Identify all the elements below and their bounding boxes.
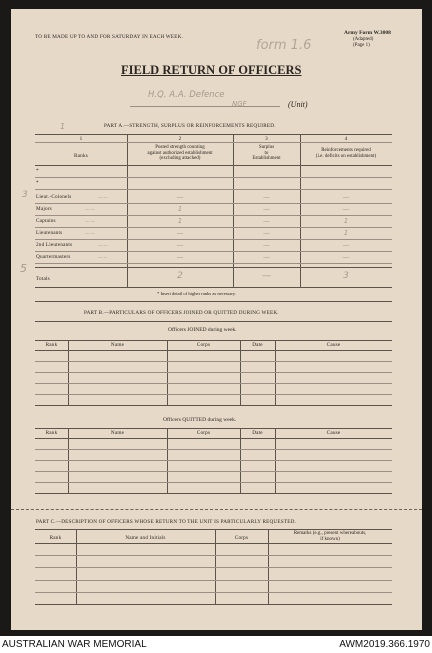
row-rule — [35, 177, 392, 178]
surplus-value: — — [263, 193, 270, 201]
footer-accession: AWM2019.366.1970 — [339, 639, 430, 650]
footer-source: AUSTRALIAN WAR MEMORIAL — [2, 639, 147, 650]
column-header: Cause — [326, 342, 341, 348]
column-header: Cause — [326, 430, 341, 436]
table-row-rule — [35, 482, 392, 483]
remarks-line-1: Remarks (e.g., present whereabouts, — [293, 531, 367, 536]
leader-dashes: — — — [85, 206, 95, 211]
column-header: Rank — [45, 342, 58, 348]
totals-surplus: — — [262, 271, 271, 281]
table-top-rule — [35, 428, 392, 429]
army-form-label: Army Form W.3008 — [344, 30, 391, 36]
surplus-value: — — [263, 229, 270, 237]
reinforcements-value: 1 — [343, 229, 349, 237]
part-c-dashed-rule — [11, 509, 422, 510]
rank-label: Captains — [36, 218, 56, 224]
margin-mark: 1 — [60, 122, 66, 131]
col-number-2: 2 — [178, 136, 182, 142]
unit-line — [130, 106, 280, 107]
rank-label: 2nd Lieutenants — [36, 242, 73, 248]
table-header-rule — [35, 438, 392, 439]
part-a-heading: PART A.—STRENGTH, SURPLUS OR REINFORCEMENTS REQUIRED. — [104, 123, 276, 129]
header-posted: Posted strength counting against authorized establishment (excluding attached) — [147, 145, 213, 162]
rank-label: Lieut.-Colonels — [36, 194, 72, 200]
table-row-rule — [35, 604, 392, 605]
part-b-sub-rule — [35, 321, 392, 322]
posted-value: — — [176, 229, 184, 237]
posted-value: — — [176, 193, 184, 201]
part-a-bottom-rule — [35, 287, 392, 288]
header-ranks: Ranks — [74, 153, 88, 159]
table-row-rule — [35, 449, 392, 450]
leader-dashes: — — — [85, 218, 95, 223]
quitted-title: Officers QUITTED during week. — [163, 417, 237, 423]
posted-value: 1 — [177, 217, 183, 225]
part-b-heading: PART B.—PARTICULARS OF OFFICERS JOINED OR QUITTED DURING WEEK. — [84, 310, 279, 316]
col-number-4: 4 — [344, 136, 348, 142]
reinforcements-value: 1 — [343, 217, 349, 225]
surplus-value: — — [263, 241, 270, 249]
surplus-value: — — [263, 217, 270, 225]
row-rule — [35, 239, 392, 240]
header-bottom-rule — [35, 165, 392, 166]
posted-value: — — [176, 253, 184, 261]
rank-label: Lieutenants — [36, 230, 63, 236]
row-rule — [35, 251, 392, 252]
table-row-rule — [35, 460, 392, 461]
totals-rule — [35, 267, 392, 268]
column-header: Name and Initials — [125, 535, 166, 541]
unit-handwritten: H.Q. A.A. Defence — [148, 90, 225, 100]
col-number-rule — [35, 142, 392, 143]
reinforcements-value: — — [342, 253, 350, 261]
table-row-rule — [35, 493, 392, 494]
remarks-header — [268, 531, 392, 542]
part-a-footnote: * Insert detail of higher ranks as necessary. — [157, 291, 237, 296]
column-header: Rank — [45, 430, 58, 436]
part-b-top-rule — [35, 301, 392, 302]
table-row-rule — [35, 567, 392, 568]
instruction-text: TO BE MADE UP TO AND FOR SATURDAY IN EACH WEEK. — [35, 34, 184, 40]
leader-dashes: — — — [98, 242, 108, 247]
row-rule — [35, 189, 392, 190]
table-row-rule — [35, 394, 392, 395]
page-label: (Page 1) — [353, 43, 370, 48]
table-row-rule — [35, 405, 392, 406]
row-rule — [35, 263, 392, 264]
column-header: Rank — [49, 535, 62, 541]
handwritten-form-number: form 1.6 — [256, 38, 312, 53]
rank-label: * — [36, 168, 39, 174]
column-header: Name — [110, 430, 125, 436]
table-row-rule — [35, 471, 392, 472]
posted-value: — — [176, 241, 184, 249]
unit-handwritten-2: NGF — [232, 100, 247, 108]
part-a-top-rule — [35, 134, 392, 135]
surplus-value: — — [263, 253, 270, 261]
col-number-1: 1 — [79, 136, 83, 142]
column-header: Date — [252, 430, 263, 436]
column-header: Corps — [234, 535, 249, 541]
table-top-rule — [35, 340, 392, 341]
rank-label: Majors — [36, 206, 52, 212]
header-surplus: Surplus to Establishment — [252, 145, 281, 162]
leader-dashes: — — — [98, 194, 108, 199]
leader-dashes: — — — [85, 230, 95, 235]
part-c-heading: PART C.—DESCRIPTION OF OFFICERS WHOSE RETURN TO THE UNIT IS PARTICULARLY REQUESTED. — [36, 519, 297, 525]
totals-posted: 2 — [177, 271, 183, 281]
column-header: Corps — [196, 342, 211, 348]
table-row-rule — [35, 580, 392, 581]
margin-mark: 3 — [22, 190, 28, 200]
header-reinforcements: Reinforcements required (i.e. deficits on establishment) — [315, 148, 377, 159]
margin-mark: 5 — [20, 262, 27, 275]
table-row-rule — [35, 555, 392, 556]
table-row-rule — [35, 372, 392, 373]
unit-label: (Unit) — [288, 100, 308, 109]
table-row-rule — [35, 592, 392, 593]
col-number-3: 3 — [265, 136, 268, 142]
leader-dashes: — — — [98, 254, 108, 259]
rank-label: * — [36, 180, 39, 186]
remarks-line-2: if known) — [320, 536, 340, 542]
reinforcements-value: — — [342, 241, 350, 249]
joined-title: Officers JOINED during week. — [168, 327, 237, 333]
table-row-rule — [35, 361, 392, 362]
totals-reinforcements: 3 — [343, 271, 349, 281]
column-header: Date — [252, 342, 263, 348]
table-row-rule — [35, 383, 392, 384]
reinforcements-value: — — [342, 193, 350, 201]
row-rule — [35, 203, 392, 204]
surplus-value: — — [263, 205, 270, 213]
totals-label: Totals — [36, 276, 50, 282]
column-header: Corps — [196, 430, 211, 436]
adapted-label: (Adapted) — [353, 37, 374, 42]
table-header-rule — [35, 350, 392, 351]
form-title: FIELD RETURN OF OFFICERS — [121, 63, 302, 77]
column-header: Name — [110, 342, 125, 348]
footer-bar — [0, 636, 432, 653]
rank-label: Quartermasters — [36, 254, 71, 260]
posted-value: 1 — [177, 205, 183, 213]
table-header-rule — [35, 543, 392, 544]
row-rule — [35, 215, 392, 216]
reinforcements-value: — — [342, 205, 350, 213]
table-top-rule — [35, 529, 392, 530]
row-rule — [35, 227, 392, 228]
